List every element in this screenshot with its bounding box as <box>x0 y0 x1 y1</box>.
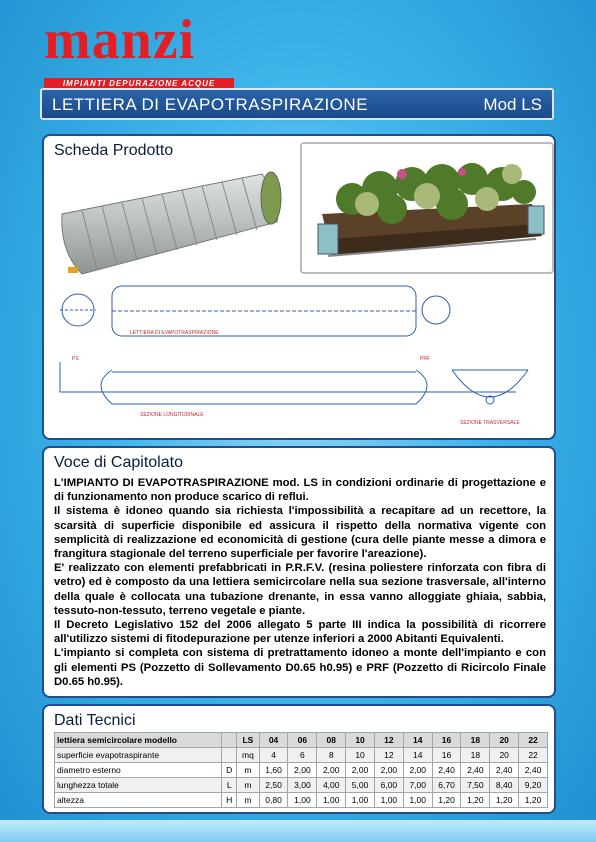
table-cell: L <box>222 778 237 793</box>
table-cell: 0,80 <box>259 793 288 808</box>
table-cell: 1,60 <box>259 763 288 778</box>
logo-wordmark: manzi <box>44 9 196 71</box>
header-cell: 08 <box>317 733 346 748</box>
product-panel <box>42 134 556 440</box>
header-cell: 16 <box>432 733 461 748</box>
table-cell: 16 <box>432 748 461 763</box>
table-cell: superficie evapotraspirante <box>55 748 222 763</box>
table-cell: 2,00 <box>374 763 403 778</box>
header-cell: 10 <box>346 733 375 748</box>
header-cell: 04 <box>259 733 288 748</box>
table-cell: 4,00 <box>317 778 346 793</box>
technical-data-panel <box>42 704 556 814</box>
table-cell: 1,00 <box>288 793 317 808</box>
table-cell: 10 <box>346 748 375 763</box>
table-cell: 1,20 <box>432 793 461 808</box>
table-cell: H <box>222 793 237 808</box>
header-cell: 20 <box>490 733 519 748</box>
header-cell: 18 <box>461 733 490 748</box>
table-cell: altezza <box>55 793 222 808</box>
table-cell: 1,00 <box>403 793 432 808</box>
table-cell: 6 <box>288 748 317 763</box>
specification-text <box>54 476 546 689</box>
table-cell <box>222 748 237 763</box>
spec-paragraph: E' realizzato con elementi prefabbricati in P.R.F.V. (resina poliestere rinforzata con fibra di vetro) ed è composto da una lettiera semicircolare nella sua sezione trasversale, all'interno della quale è collocata una tubazione drenante, in essa vanno alloggiate ghiaia, sabbia, tessuto-non-tessuto, terreno vegetale e piante. <box>54 562 546 617</box>
table-cell: 2,00 <box>288 763 317 778</box>
table-row <box>55 763 548 778</box>
drawing-label-prf: PRF <box>420 356 430 362</box>
tank-render <box>52 162 292 282</box>
technical-data-table <box>54 732 548 808</box>
table-cell: 1,20 <box>519 793 548 808</box>
drawing-label-plan: LETTIERA DI EVAPOTRASPIRAZIONE <box>130 330 219 336</box>
table-cell: 7,00 <box>403 778 432 793</box>
header-cell: 12 <box>374 733 403 748</box>
installation-photo <box>300 142 554 274</box>
product-title: LETTIERA DI EVAPOTRASPIRAZIONE <box>52 95 369 114</box>
table-cell: D <box>222 763 237 778</box>
table-cell: 7,50 <box>461 778 490 793</box>
technical-data-heading: Dati Tecnici <box>54 712 136 729</box>
table-cell: 22 <box>519 748 548 763</box>
specification-panel <box>42 446 556 698</box>
table-cell: 2,50 <box>259 778 288 793</box>
technical-drawing <box>50 274 550 434</box>
table-cell: 2,40 <box>461 763 490 778</box>
header-cell: lettiera semicircolare modello <box>55 733 222 748</box>
table-cell: 3,00 <box>288 778 317 793</box>
table-cell: mq <box>237 748 259 763</box>
footer-band <box>0 820 596 842</box>
model-label: Mod LS <box>483 95 542 114</box>
spec-paragraph: L'impianto si completa con sistema di pretrattamento idoneo a monte dell'impianto e con gli elementi PS (Pozzetto di Sollevamento D0.65 h0.95) e PRF (Pozzetto di Ricircolo Finale D0.65 h0.95). <box>54 647 546 688</box>
table-cell: 12 <box>374 748 403 763</box>
table-cell: 1,20 <box>490 793 519 808</box>
table-cell: 2,40 <box>519 763 548 778</box>
table-cell: 1,00 <box>317 793 346 808</box>
table-cell: 1,20 <box>461 793 490 808</box>
title-bar <box>40 88 554 120</box>
table-cell: 2,00 <box>403 763 432 778</box>
header-cell: 06 <box>288 733 317 748</box>
table-cell: 1,00 <box>374 793 403 808</box>
table-cell: 6,00 <box>374 778 403 793</box>
table-cell: m <box>237 763 259 778</box>
table-cell: 8 <box>317 748 346 763</box>
header-cell: 22 <box>519 733 548 748</box>
table-cell: 2,40 <box>490 763 519 778</box>
table-row <box>55 778 548 793</box>
table-cell: 18 <box>461 748 490 763</box>
table-cell: 2,00 <box>317 763 346 778</box>
header-cell <box>222 733 237 748</box>
table-cell: 2,40 <box>432 763 461 778</box>
specification-heading: Voce di Capitolato <box>54 454 183 471</box>
spec-paragraph: Il Decreto Legislativo 152 del 2006 allegato 5 parte III indica la possibilità di ricorrere all'utilizzo sistemi di fitodepurazione per utenze inferiori a 2000 Abitanti Equivalenti. <box>54 619 546 646</box>
table-cell: 1,00 <box>346 793 375 808</box>
table-cell: m <box>237 793 259 808</box>
table-row <box>55 748 548 763</box>
drawing-label-cross: SEZIONE TRASVERSALE <box>460 420 520 426</box>
manzi-logo <box>44 9 244 88</box>
drawing-label-section: SEZIONE LONGITUDINALE <box>140 412 204 418</box>
spec-paragraph: Il sistema è idoneo quando sia richiesta l'impossibilità a recapitare ad un recettore, la scarsità di superficie disponibile ed assicura il rispetto della normativa vigente con semplicità di realizzazione ed economicità di gestione (cura delle piante messe a dimora e frangitura stagionale del terreno superficiale per favorire l'areazione). <box>54 505 546 561</box>
table-row <box>55 793 548 808</box>
table-cell: diametro esterno <box>55 763 222 778</box>
table-header-row <box>55 733 548 748</box>
table-cell: 4 <box>259 748 288 763</box>
table-cell: 2,00 <box>346 763 375 778</box>
header-cell: LS <box>237 733 259 748</box>
logo-tagline: IMPIANTI DEPURAZIONE ACQUE <box>44 78 234 89</box>
table-cell: lunghezza totale <box>55 778 222 793</box>
table-cell: 5,00 <box>346 778 375 793</box>
table-cell: 8,40 <box>490 778 519 793</box>
table-cell: 9,20 <box>519 778 548 793</box>
table-cell: m <box>237 778 259 793</box>
drawing-label-ps: PS <box>72 356 79 362</box>
header-cell: 14 <box>403 733 432 748</box>
table-cell: 20 <box>490 748 519 763</box>
spec-paragraph: L'IMPIANTO DI EVAPOTRASPIRAZIONE mod. LS in condizioni ordinarie di progettazione e di funzionamento non produce scarico di reflui. <box>54 477 546 504</box>
product-heading: Scheda Prodotto <box>54 142 174 159</box>
table-cell: 6,70 <box>432 778 461 793</box>
table-cell: 14 <box>403 748 432 763</box>
